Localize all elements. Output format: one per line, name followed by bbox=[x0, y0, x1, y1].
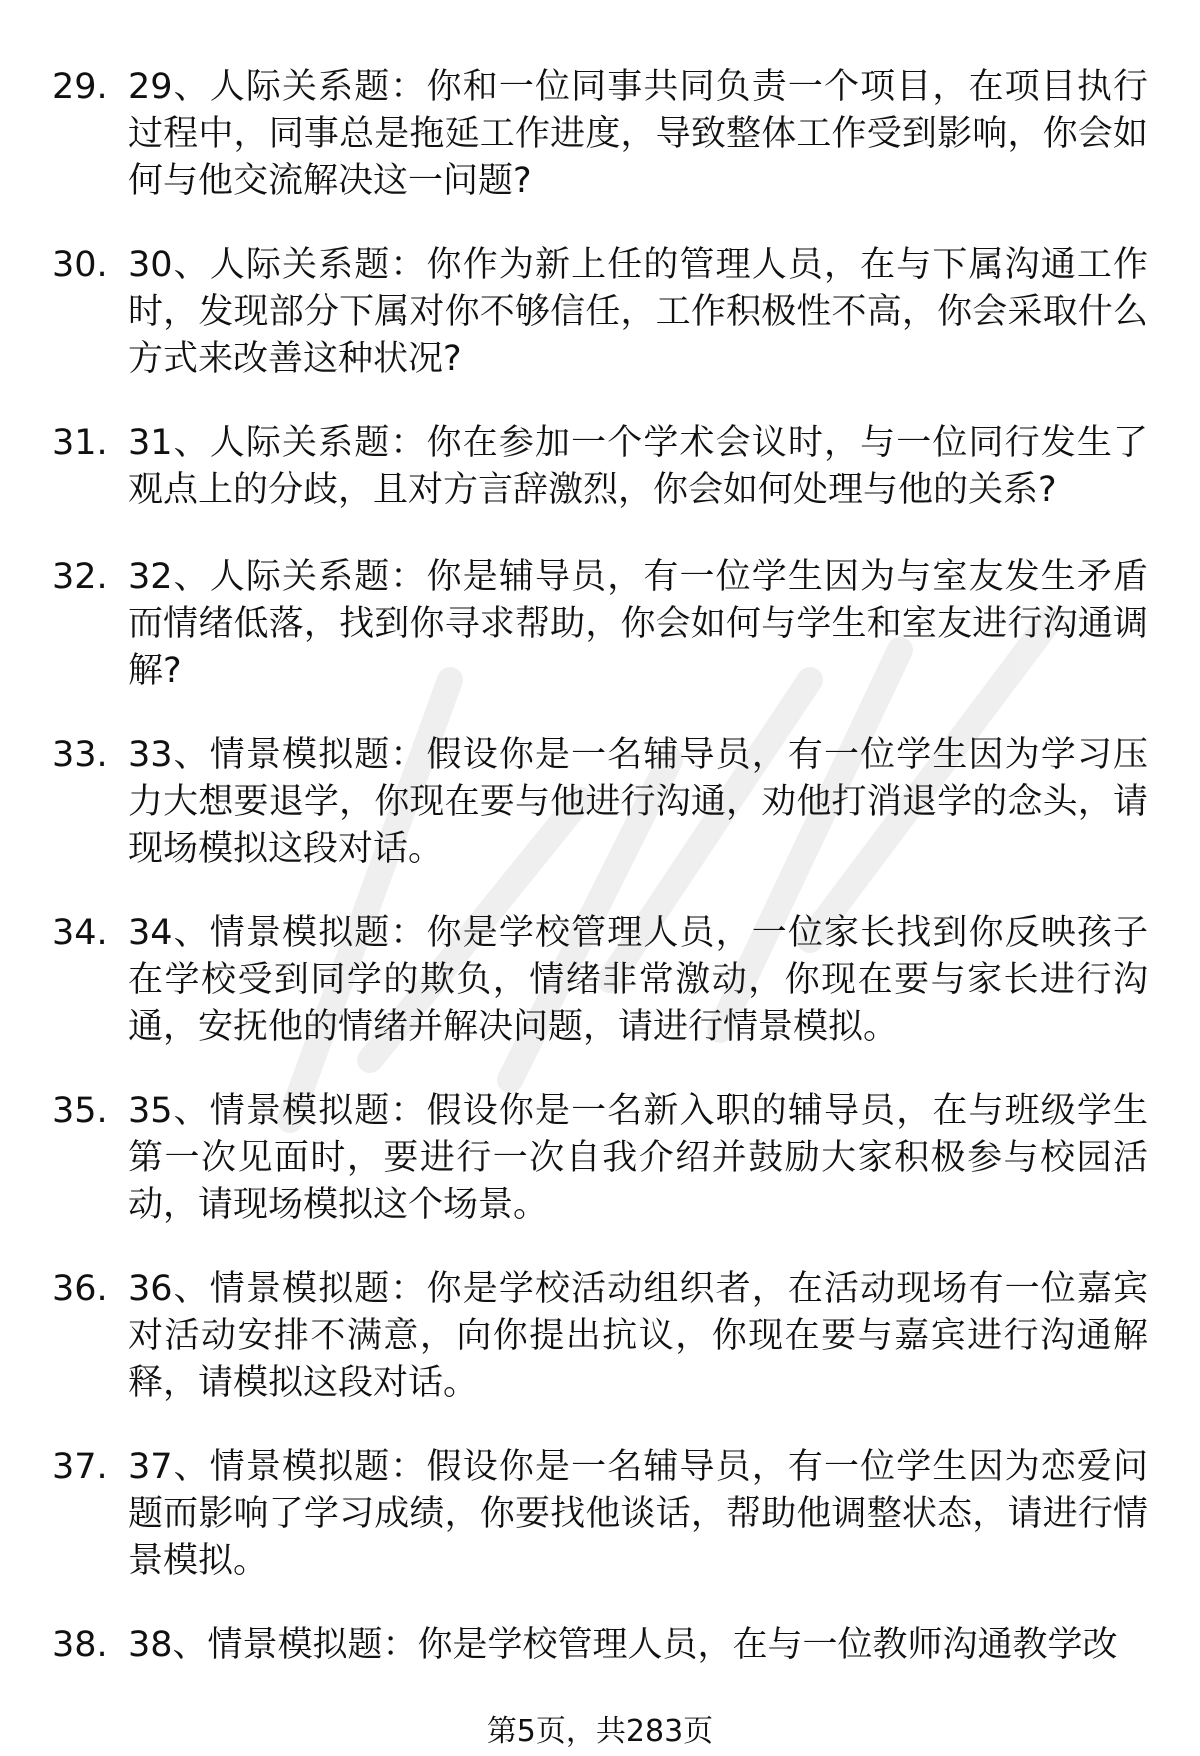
question-text: 38、情景模拟题：你是学校管理人员，在与一位教师沟通教学改 bbox=[128, 1625, 1118, 1665]
question-item bbox=[0, 910, 1200, 1088]
question-number: 33. bbox=[52, 735, 108, 775]
question-item bbox=[0, 242, 1200, 420]
question-item bbox=[0, 420, 1200, 554]
question-item bbox=[0, 1444, 1200, 1622]
question-text: 37、情景模拟题：假设你是一名辅导员，有一位学生因为恋爱问题而影响了学习成绩，你要找他谈话，帮助他调整状态，请进行情景模拟。 bbox=[128, 1447, 1148, 1581]
question-text: 32、人际关系题：你是辅导员，有一位学生因为与室友发生矛盾而情绪低落，找到你寻求帮助，你会如何与学生和室友进行沟通调解? bbox=[128, 557, 1148, 691]
question-text: 34、情景模拟题：你是学校管理人员，一位家长找到你反映孩子在学校受到同学的欺负，情绪非常激动，你现在要与家长进行沟通，安抚他的情绪并解决问题，请进行情景模拟。 bbox=[128, 913, 1148, 1047]
question-number: 35. bbox=[52, 1091, 108, 1131]
question-text: 29、人际关系题：你和一位同事共同负责一个项目，在项目执行过程中，同事总是拖延工作进度，导致整体工作受到影响，你会如何与他交流解决这一问题? bbox=[128, 67, 1148, 201]
question-number: 34. bbox=[52, 913, 108, 953]
question-item bbox=[0, 732, 1200, 910]
question-text: 31、人际关系题：你在参加一个学术会议时，与一位同行发生了观点上的分歧，且对方言辞激烈，你会如何处理与他的关系? bbox=[128, 423, 1148, 510]
question-list bbox=[0, 64, 1200, 1756]
question-number: 37. bbox=[52, 1447, 108, 1487]
question-number: 29. bbox=[52, 67, 108, 107]
question-text: 35、情景模拟题：假设你是一名新入职的辅导员，在与班级学生第一次见面时，要进行一次自我介绍并鼓励大家积极参与校园活动，请现场模拟这个场景。 bbox=[128, 1091, 1148, 1225]
question-text: 33、情景模拟题：假设你是一名辅导员，有一位学生因为学习压力大想要退学，你现在要与他进行沟通，劝他打消退学的念头，请现场模拟这段对话。 bbox=[128, 735, 1148, 869]
question-number: 30. bbox=[52, 245, 108, 285]
question-number: 32. bbox=[52, 557, 108, 597]
question-item bbox=[0, 1266, 1200, 1444]
question-number: 36. bbox=[52, 1269, 108, 1309]
question-text: 30、人际关系题：你作为新上任的管理人员，在与下属沟通工作时，发现部分下属对你不够信任，工作积极性不高，你会采取什么方式来改善这种状况? bbox=[128, 245, 1148, 379]
question-number: 38. bbox=[52, 1625, 108, 1665]
page-footer: 第5页，共283页 bbox=[486, 1714, 714, 1749]
question-item bbox=[0, 64, 1200, 242]
question-number: 31. bbox=[52, 423, 108, 463]
question-text: 36、情景模拟题：你是学校活动组织者，在活动现场有一位嘉宾对活动安排不满意，向你提出抗议，你现在要与嘉宾进行沟通解释，请模拟这段对话。 bbox=[128, 1269, 1148, 1403]
question-item bbox=[0, 1088, 1200, 1266]
question-item bbox=[0, 554, 1200, 732]
